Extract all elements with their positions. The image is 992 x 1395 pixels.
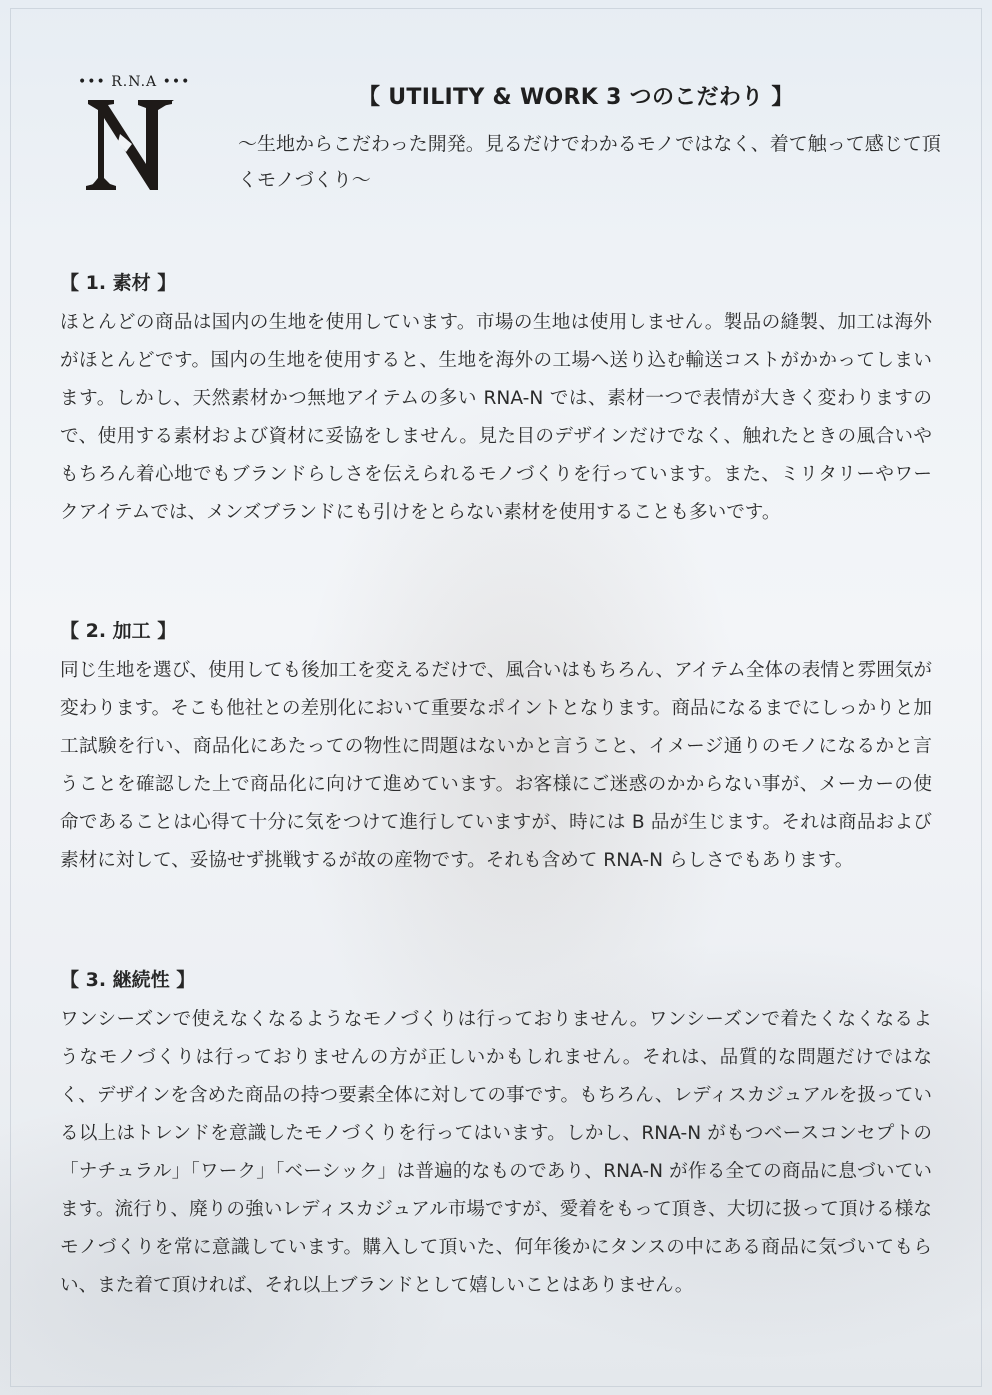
section-title: 【 1. 素材 】 bbox=[60, 272, 177, 294]
section-title: 【 3. 継続性 】 bbox=[60, 969, 196, 991]
section-body: ほとんどの商品は国内の生地を使用しています。市場の生地は使用しません。製品の縫製、加工は海外がほとんどです。国内の生地を使用すると、生地を海外の工場へ送り込む輸送コストがかかってしまいます。しかし、天然素材かつ無地アイテムの多い RNA-N では、素材一つで表情が大きく変わりますので、使用する素材および資材に妥協をしません。見た目のデザインだけでなく、触れたときの風合いやもちろん着心地でもブランドらしさを伝えられるモノづくりを行っています。また、ミリタリーやワークアイテムでは、メンズブランドにも引けをとらない素材を使用することも多いです。 bbox=[60, 312, 932, 523]
logo-small-text: ••• R.N.A ••• bbox=[78, 74, 191, 90]
brand-logo bbox=[78, 74, 191, 198]
logo-n-mark bbox=[84, 94, 176, 194]
section-material bbox=[60, 266, 932, 532]
page-subtitle: 〜生地からこだわった開発。見るだけでわかるモノではなく、着て触って感じて頂くモノづくり〜 bbox=[238, 133, 941, 191]
page-title: 【 UTILITY & WORK 3 つのこだわり 】 bbox=[358, 85, 794, 110]
section-title: 【 2. 加工 】 bbox=[60, 620, 177, 642]
section-processing bbox=[60, 614, 932, 880]
section-body: ワンシーズンで使えなくなるようなモノづくりは行っておりません。ワンシーズンで着たくなくなるようなモノづくりは行っておりませんの方が正しいかもしれません。それは、品質的な問題だけではなく、デザインを含めた商品の持つ要素全体に対しての事です。もちろん、レディスカジュアルを扱っている以上はトレンドを意識したモノづくりを行ってはいます。しかし、RNA-N がもつベースコンセプトの「ナチュラル」「ワーク」「ベーシック」は普遍的なものであり、RNA-N が作る全ての商品に息づいています。流行り、廃りの強いレディスカジュアル市場ですが、愛着をもって頂き、大切に扱って頂ける様なモノづくりを常に意識しています。購入して頂いた、何年後かにタンスの中にある商品に気づいてもらい、また着て頂ければ、それ以上ブランドとして嬉しいことはありません。 bbox=[60, 1009, 932, 1296]
section-body: 同じ生地を選び、使用しても後加工を変えるだけで、風合いはもちろん、アイテム全体の表情と雰囲気が変わります。そこも他社との差別化において重要なポイントとなります。商品になるまでにしっかりと加工試験を行い、商品化にあたっての物性に問題はないかと言うこと、イメージ通りのモノになるかと言うことを確認した上で商品化に向けて進めています。お客様にご迷惑のかからない事が、メーカーの使命であることは心得て十分に気をつけて進行していますが、時には B 品が生じます。それは商品および素材に対して、妥協せず挑戦するが故の産物です。それも含めて RNA-N らしさでもあります。 bbox=[60, 660, 932, 871]
section-continuity bbox=[60, 963, 932, 1305]
